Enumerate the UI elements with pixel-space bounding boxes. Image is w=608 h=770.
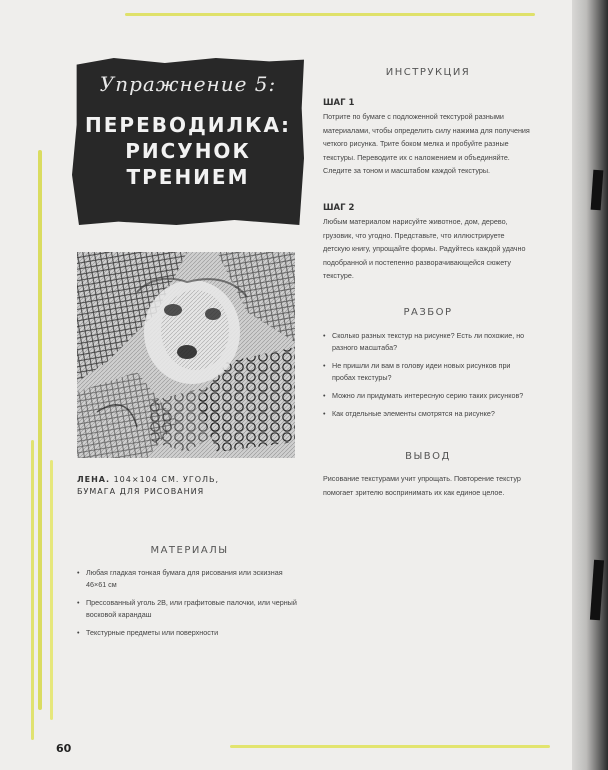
step-2-label: ШАГ 2: [323, 203, 355, 213]
analysis-list: [323, 330, 528, 426]
conclusion-text: Рисование текстурами учит упрощать. Повторение текстур помогает зрителю воспринимать их как единое целое.: [323, 474, 521, 497]
analysis-item: • Как отдельные элементы смотрятся на рисунке?: [323, 408, 528, 420]
analysis-heading: РАЗБОР: [403, 307, 453, 318]
step-2-text: Любым материалом нарисуйте животное, дом, дерево, грузовик, что угодно. Представьте, что иллюстрируете детскую книгу, упрощайте формы. Радуйтесь каждой удачно подобранной и постепенно разворачивающейся сюжету текстуре.: [323, 217, 526, 280]
analysis-item: • Можно ли придумать интересную серию таких рисунков?: [323, 390, 528, 402]
page-number: 60: [56, 742, 72, 755]
highlighter-stroke-left-3: [50, 460, 53, 720]
highlighter-stroke-left-2: [31, 440, 34, 740]
analysis-item: • Сколько разных текстур на рисунке? Есть ли похожие, но разного масштаба?: [323, 330, 528, 354]
next-page-edge: [572, 0, 608, 770]
exercise-title: [72, 112, 304, 190]
highlighter-stroke-left: [38, 150, 42, 710]
instructions-heading: ИНСТРУКЦИЯ: [385, 67, 471, 78]
materials-item: • Текстурные предметы или поверхности: [77, 627, 302, 639]
charcoal-rubbing-drawing: [77, 252, 295, 458]
materials-item: • Прессованный уголь 2B, или графитовые палочки, или черный восковой карандаш: [77, 597, 302, 621]
materials-item: • Любая гладкая тонкая бумага для рисования или эскизная 46×61 см: [77, 567, 302, 591]
caption-line-2: БУМАГА ДЛЯ РИСОВАНИЯ: [77, 487, 205, 496]
conclusion-heading: ВЫВОД: [405, 451, 451, 462]
highlighter-stroke-bottom: [230, 745, 550, 748]
artwork-caption: [77, 474, 307, 498]
analysis-item: • Не пришли ли вам в голову идеи новых рисунков при пробах текстуры?: [323, 360, 528, 384]
title-line-1: ПЕРЕВОДИЛКА:: [85, 113, 291, 137]
step-1-label: ШАГ 1: [323, 98, 355, 108]
caption-line-1: 104×104 СМ. УГОЛЬ,: [113, 475, 220, 484]
exercise-kicker: Упражнение 5:: [99, 72, 277, 96]
title-line-3: ТРЕНИЕМ: [126, 165, 250, 189]
title-line-2: РИСУНОК: [125, 139, 251, 163]
materials-list: [77, 567, 302, 645]
materials-heading: МАТЕРИАЛЫ: [150, 545, 229, 556]
step-1-text: Потрите по бумаге с подложенной текстурой разными материалами, чтобы определить силу нажима для получения четкого рисунка. Трите боком мелка и пробуйте разные текстуры. Переводите их с наложением и объединяйте. Следите за тоном и масштабом каждой текстуры.: [323, 112, 530, 175]
artwork-image: [77, 252, 295, 458]
highlighter-stroke-top: [125, 13, 535, 16]
caption-name: ЛЕНА.: [77, 475, 111, 484]
